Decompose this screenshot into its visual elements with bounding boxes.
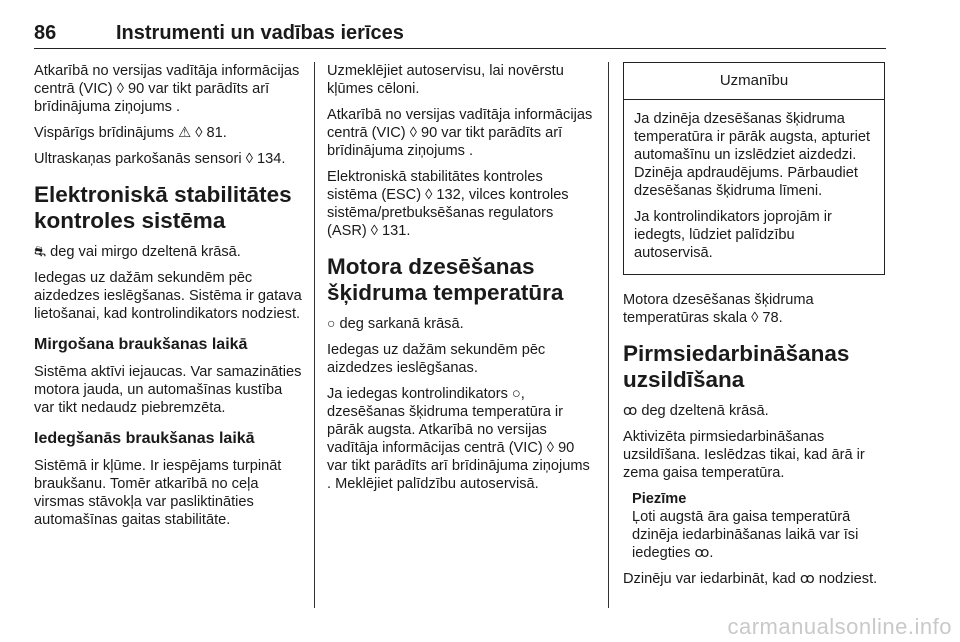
page-number: 86 (34, 22, 57, 44)
caution-box (623, 62, 885, 275)
note-box (632, 490, 885, 562)
coolant-temp-icon: ○ (327, 315, 336, 331)
paragraph: Iedegas uz dažām sekundēm pēc aizdedzes ieslēgšanas. Sistēma ir gatava lietošanai, kad kontrolindikators nodziest. (34, 270, 302, 322)
caution-title: Uzmanību (624, 63, 884, 100)
paragraph: Elektroniskā stabilitātes kontroles sistēma (ESC) ◊ 132, vilces kontroles sistēma/pretbuksēšanas regulators (ASR) ◊ 131. (327, 169, 569, 239)
page-header (34, 22, 886, 49)
running-title: Instrumenti un vadības ierīces (116, 22, 404, 44)
glow-plug-icon: ꝏ (623, 402, 638, 418)
paragraph: Motora dzesēšanas šķidruma temperatūras skala ◊ 78. (623, 292, 814, 326)
section-heading-coolant: Motora dzesēšanas šķidruma temperatūra (327, 254, 564, 305)
section-heading-preheat: Pirmsiedarbināšanas uzsildīšana (623, 341, 850, 392)
note-title: Piezīme (632, 491, 687, 507)
column-divider (314, 62, 315, 608)
section-heading-esc: Elektroniskā stabilitātes kontroles sistēma (34, 182, 292, 233)
paragraph: Iedegas uz dažām sekundēm pēc aizdedzes ieslēgšanas. (327, 342, 546, 376)
paragraph: Ja dzinēja dzesēšanas šķidruma temperatūra ir pārāk augsta, apturiet automašīnu un izslēdziet aizdedzi. Dzinēja apdraudējums. Pārbaudiet dzesēšanas šķidruma līmeni. (634, 111, 871, 199)
paragraph-text: deg vai mirgo dzeltenā krāsā. (50, 244, 241, 260)
paragraph: Atkarībā no versijas vadītāja informācijas centrā (VIC) ◊ 90 var tikt parādīts arī brīdinājuma ziņojums . (327, 107, 593, 159)
paragraph: Sistēmā ir kļūme. Ir iespējams turpināt braukšanu. Tomēr atkarībā no ceļa virsmas stāvokļa var pasliktināties automašīnas gaitas stabilitāte. (34, 458, 282, 528)
subheading-blinking: Mirgošana braukšanas laikā (34, 336, 248, 353)
column-divider (608, 62, 609, 608)
paragraph: Atkarībā no versijas vadītāja informācijas centrā (VIC) ◊ 90 var tikt parādīts arī brīdinājuma ziņojums . (34, 63, 300, 115)
watermark: carmanualsonline.info (727, 614, 952, 639)
paragraph-text: deg sarkanā krāsā. (339, 316, 464, 332)
column-left (34, 62, 302, 537)
paragraph: Sistēma aktīvi iejaucas. Var samazināties motora jauda, un automašīnas kustība var tikt nedaudz piebremzēta. (34, 364, 302, 416)
paragraph: Uzmeklējiet autoservisu, lai novērstu kļūmes cēloni. (327, 63, 564, 97)
esc-icon: ⛐ (34, 243, 47, 259)
column-right (623, 62, 885, 596)
paragraph: Ja kontrolindikators joprojām ir iedegts, lūdziet palīdzību autoservisā. (634, 209, 832, 261)
note-text: Ļoti augstā āra gaisa temperatūrā dzinēja iedarbināšanas laikā var īsi iedegties ꝏ. (632, 509, 859, 561)
paragraph (34, 242, 302, 261)
paragraph-text: deg dzeltenā krāsā. (641, 403, 769, 419)
paragraph: Ultraskaņas parkošanās sensori ◊ 134. (34, 151, 286, 167)
paragraph (327, 314, 595, 333)
paragraph (623, 401, 885, 420)
paragraph: Dzinēju var iedarbināt, kad ꝏ nodziest. (623, 571, 878, 587)
paragraph: Ja iedegas kontrolindikators ○, dzesēšanas šķidruma temperatūra ir pārāk augsta. Atkarībā no versijas vadītāja informācijas centrā (VIC) ◊ 90 var tikt parādīts arī brīdinājuma ziņojums . Meklējiet palīdzību autoservisā. (327, 386, 590, 492)
paragraph: Aktivizēta pirmsiedarbināšanas uzsildīšana. Ieslēdzas tikai, kad ārā ir zema gaisa temperatūra. (623, 429, 865, 481)
subheading-lit: Iedegšanās braukšanas laikā (34, 430, 255, 447)
paragraph: Vispārīgs brīdinājums ⚠ ◊ 81. (34, 125, 227, 141)
column-middle (327, 62, 595, 501)
